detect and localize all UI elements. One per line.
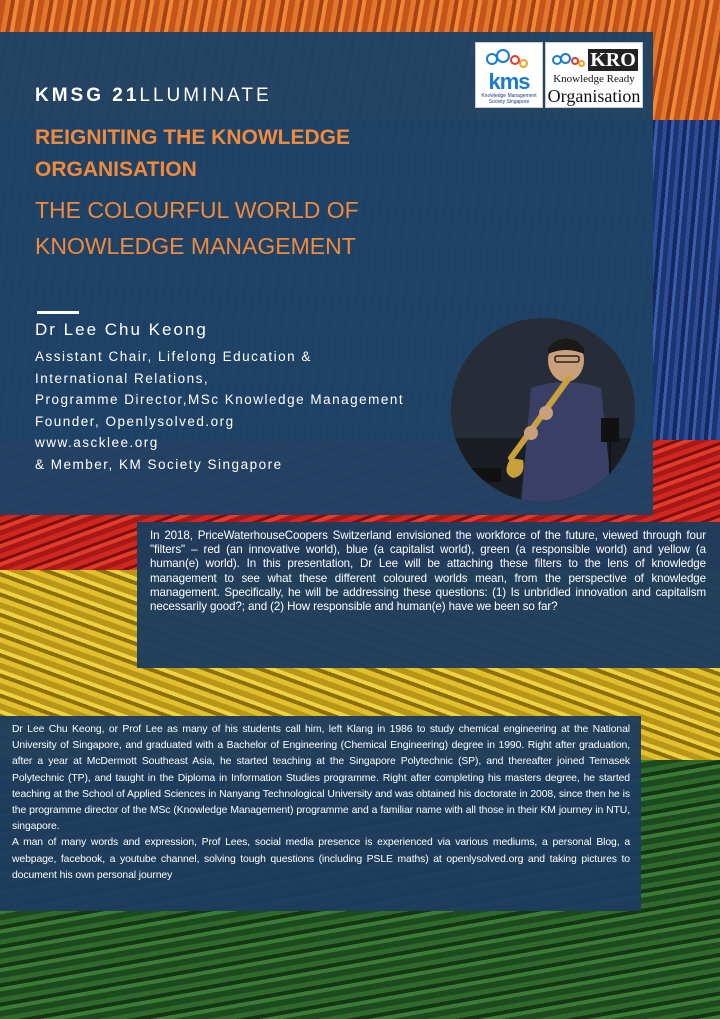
kro-line-1: Knowledge Ready <box>553 73 635 85</box>
event-name <box>35 85 272 107</box>
bio-paragraph-1: Dr Lee Chu Keong, or Prof Lee as many of his students call him, left Klang in 1986 to study chemical engineering at the National University of Singapore, and graduated with a Bachelor of Engineering (Chemical Engineering) degree in 1990. Right after graduation, after a year at McDermott Southeast Asia, he started teaching at the Singapore Polytechnic (SP), and thereafter joined Temasek Polytechnic (TP), and taught in the Diploma in Information Studies programme. Right after completing his masters degree, he started teaching at the School of Applied Sciences in Nanyang Technological University and was obtained his doctorate in 2008, since then he is the programme director of the MSc (Knowledge Management) programme and a familiar name with all those in their KM journey in NTU, singapore. <box>12 724 630 833</box>
speaker-line: Founder, Openlysolved.org <box>35 413 235 429</box>
event-name-rest: LLUMINATE <box>139 85 272 106</box>
kms-circles-icon <box>486 49 536 71</box>
speaker-name: Dr Lee Chu Keong <box>35 320 208 339</box>
divider-line <box>37 311 79 314</box>
speaker-line: & Member, KM Society Singapore <box>35 456 283 472</box>
sub-title: THE COLOURFUL WORLD OF KNOWLEDGE MANAGEMENT <box>35 197 359 259</box>
event-name-bold: KMSG 21 <box>35 85 140 106</box>
speaker-line: Assistant Chair, Lifelong Education & <box>35 349 312 364</box>
main-title: REIGNITING THE KNOWLEDGE ORGANISATION <box>35 126 350 181</box>
kro-abbreviation: KRO <box>588 49 638 71</box>
abstract-text: In 2018, PriceWaterhouseCoopers Switzerland envisioned the workforce of the future, viewed through four "filters" – red (an innovative world), blue (a capitalist world), green (a responsible world) and yellow (a human(e) world). In this presentation, Dr Lee will be attaching these filters to the lens of knowledge management to see what these different coloured worlds mean, from the perspective of knowledge management. Specifically, he will be addressing these questions: (1) Is unbridled innovation and capitalism necessarily good?; and (2) How responsible and human(e) have we been so far? <box>150 529 706 614</box>
kms-wordmark: kms <box>488 69 530 94</box>
kro-circles-icon <box>552 53 586 69</box>
speaker-line: www.ascklee.org <box>35 435 159 451</box>
speaker-line: International Relations, <box>35 370 210 386</box>
speaker-line: Programme Director,MSc Knowledge Management <box>35 392 405 408</box>
kro-line-2: Organisation <box>547 86 641 106</box>
kms-logo <box>475 42 543 108</box>
speaker-credentials <box>35 346 455 476</box>
saxophonist-illustration <box>451 318 635 502</box>
kro-logo <box>545 42 643 108</box>
bio-paragraph-2: A man of many words and expression, Prof Lees, social media presence is experienced via various mediums, a personal Blog, a webpage, facebook, a youtube channel, solving tough questions (including PSLE maths) at openlysolved.org and taking pictures to document his own personal journey <box>12 837 630 881</box>
speaker-photo <box>451 318 635 502</box>
bio-text <box>12 722 630 884</box>
kms-subtitle: Knowledge Management Society Singapore <box>481 93 537 105</box>
